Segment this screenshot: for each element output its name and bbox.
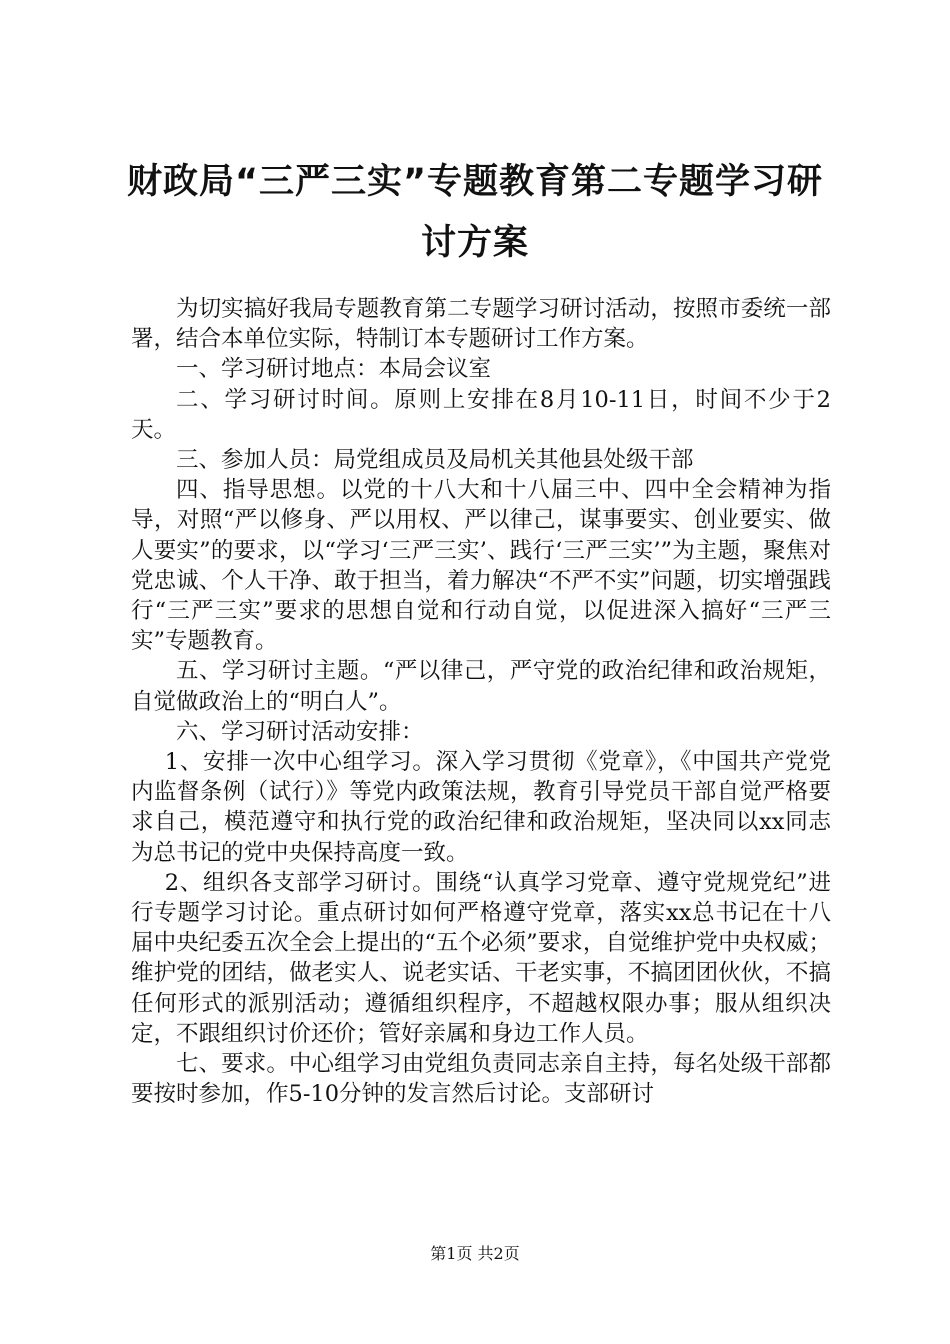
paragraph-participants: 三、参加人员：局党组成员及局机关其他县处级干部 [176,447,694,474]
paragraph-central-group-study: 1、安排一次中心组学习。深入学习贯彻《党章》，《中国共产党党内监督条例（试行）》等党内政策法规，教育引导党员干部自觉严格要求自己，模范遵守和执行党的政治纪律和政治规矩，坚决同以xx同志为总书记的党中央保持高度一致。 [131,749,831,866]
page-footer: 第1页 共2页 [430,1244,520,1263]
document-body [131,294,831,1109]
paragraph-intro: 为切实搞好我局专题教育第二专题学习研讨活动，按照市委统一部署，结合本单位实际，特制订本专题研讨工作方案。 [131,296,831,353]
paragraph-branch-study: 2、组织各支部学习研讨。围绕“认真学习党章、遵守党规党纪”进行专题学习讨论。重点研讨如何严格遵守党章，落实xx总书记在十八届中央纪委五次全会上提出的“五个必须”要求，自觉维护党中央权威；维护党的团结，做老实人、说老实话、干老实事，不搞团团伙伙，不搞任何形式的派别活动；遵循组织程序，不超越权限办事；服从组织决定，不跟组织讨价还价；管好亲属和身边工作人员。 [131,869,831,1047]
paragraph-time: 二、学习研讨时间。原则上安排在8月10-11日，时间不少于2天。 [131,386,831,443]
paragraph-guiding-thought: 四、指导思想。以党的十八大和十八届三中、四中全会精神为指导，对照“严以修身、严以用权、严以律己，谋事要实、创业要实、做人要实”的要求，以“学习‘三严三实’、践行‘三严三实’”为主题，聚焦对党忠诚、个人干净、敢于担当，着力解决“不严不实”问题，切实增强践行“三严三实”要求的思想自觉和行动自觉，以促进深入搞好“三严三实”专题教育。 [131,477,831,655]
document-title-line-1: 财政局“三严三实”专题教育第二专题学习研 [126,162,823,202]
paragraph-location: 一、学习研讨地点：本局会议室 [176,356,492,383]
document-title-line-2: 讨方案 [420,223,529,263]
paragraph-theme: 五、学习研讨主题。“严以律己，严守党的政治纪律和政治规矩，自觉做政治上的“明白人”。 [131,658,831,715]
paragraph-requirements: 七、要求。中心组学习由党组负责同志亲自主持，每名处级干部都要按时参加，作5-10分钟的发言然后讨论。支部研讨 [131,1051,831,1108]
paragraph-activity-arrangement: 六、学习研讨活动安排： [176,718,424,745]
